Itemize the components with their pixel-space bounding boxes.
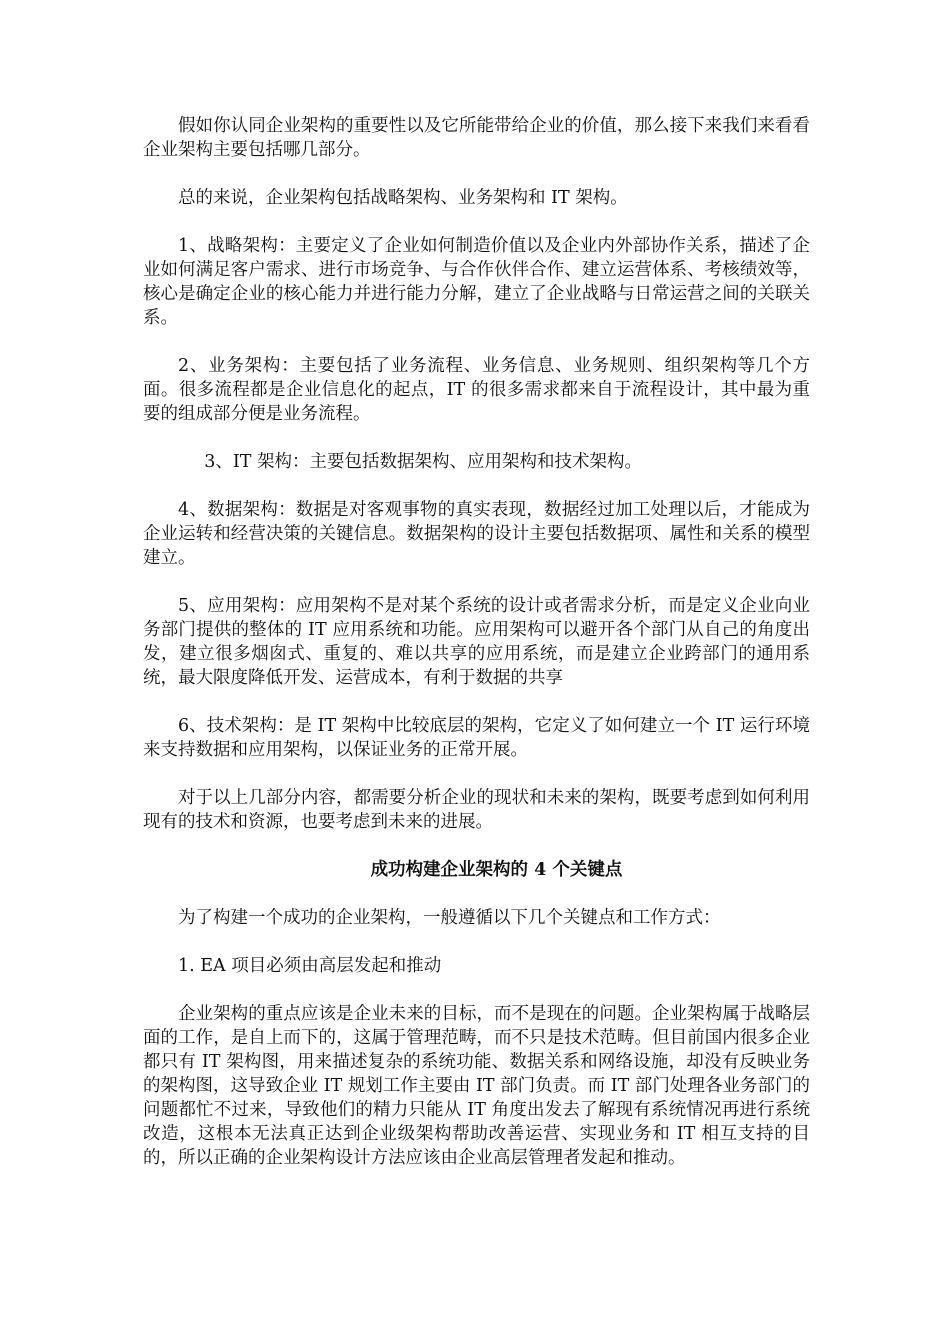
paragraph-key-point-1-title: 1. EA 项目必须由高层发起和推动	[178, 956, 442, 976]
paragraph-it-architecture: 3、IT 架构：主要包括数据架构、应用架构和技术架构。	[204, 452, 643, 472]
paragraph-strategy-architecture: 1、战略架构：主要定义了企业如何制造价值以及企业内外部协作关系，描述了企业如何满足客户需求、进行市场竞争、与合作伙伴合作、建立运营体系、考核绩效等，核心是确定企业的核心能力并进行能力分解，建立了企业战略与日常运营之间的关联关系。	[143, 236, 810, 328]
paragraph-application-architecture: 5、应用架构：应用架构不是对某个系统的设计或者需求分析，而是定义企业向业务部门提供的整体的 IT 应用系统和功能。应用架构可以避开各个部门从自己的角度出发，建立很多烟囱式、重复的、难以共享的应用系统，而是建立企业跨部门的通用系统，最大限度降低开发、运营成本，有利于数据的共享	[143, 596, 810, 688]
paragraph-summary: 总的来说，企业架构包括战略架构、业务架构和 IT 架构。	[178, 188, 628, 208]
paragraph-business-architecture: 2、业务架构：主要包括了业务流程、业务信息、业务规则、组织架构等几个方面。很多流程都是企业信息化的起点，IT 的很多需求都来自于流程设计，其中最为重要的组成部分便是业务流程。	[143, 356, 810, 424]
section-heading: 成功构建企业架构的 4 个关键点	[370, 860, 623, 880]
paragraph-data-architecture: 4、数据架构：数据是对客观事物的真实表现，数据经过加工处理以后，才能成为企业运转和经营决策的关键信息。数据架构的设计主要包括数据项、属性和关系的模型建立。	[143, 500, 810, 568]
paragraph-key-point-1-body: 企业架构的重点应该是企业未来的目标，而不是现在的问题。企业架构属于战略层面的工作，是自上而下的，这属于管理范畴，而不只是技术范畴。但目前国内很多企业都只有 IT 架构图，用来描述复杂的系统功能、数据关系和网络设施，却没有反映业务的架构图，这导致企业 IT 规划工作主要由 IT 部门负责。而 IT 部门处理各业务部门的问题都忙不过来，导致他们的精力只能从 IT 角度出发去了解现有系统情况再进行系统改造，这根本无法真正达到企业级架构帮助改善运营、实现业务和 IT 相互支持的目的，所以正确的企业架构设计方法应该由企业高层管理者发起和推动。	[143, 1004, 810, 1168]
paragraph-key-points-intro: 为了构建一个成功的企业架构，一般遵循以下几个关键点和工作方式：	[178, 908, 721, 928]
paragraph-intro: 假如你认同企业架构的重要性以及它所能带给企业的价值，那么接下来我们来看看企业架构主要包括哪几部分。	[143, 116, 810, 160]
paragraph-technology-architecture: 6、技术架构：是 IT 架构中比较底层的架构，它定义了如何建立一个 IT 运行环境来支持数据和应用架构，以保证业务的正常开展。	[143, 716, 810, 760]
paragraph-conclusion: 对于以上几部分内容，都需要分析企业的现状和未来的架构，既要考虑到如何利用现有的技术和资源，也要考虑到未来的进展。	[143, 788, 810, 832]
